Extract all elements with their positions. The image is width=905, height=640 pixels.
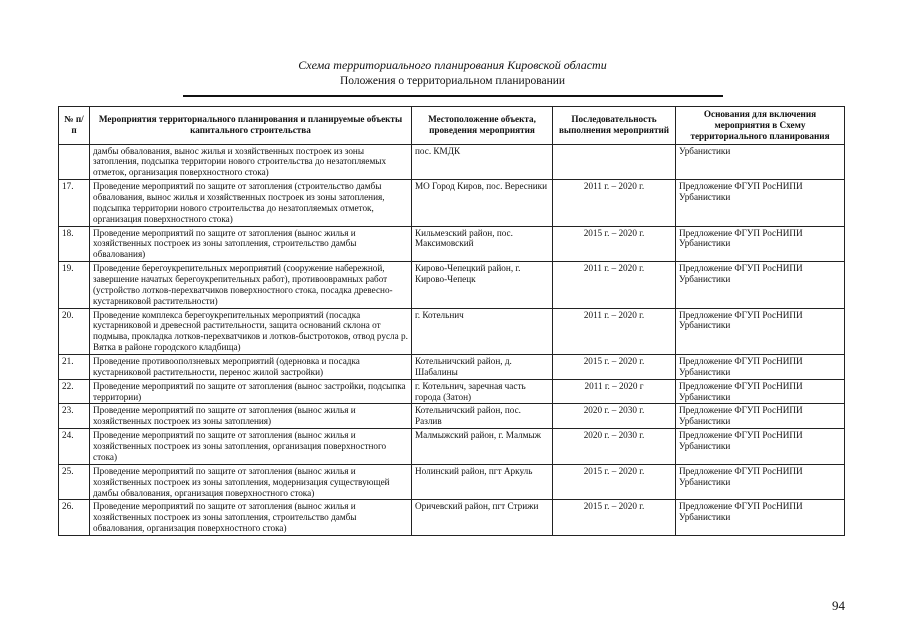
measure-cell: Проведение мероприятий по защите от затопления (строительство дамбы обвалования, вынос жилья и хозяйственных построек из зоны затопления, подсыпка территории нового строительства до незатопляемых отметок, организация поверхностного стока)	[90, 180, 412, 226]
period-cell: 2011 г. – 2020 г.	[553, 262, 676, 308]
measures-table	[58, 106, 845, 536]
table-row	[59, 308, 845, 354]
location-cell: г. Котельнич	[412, 308, 553, 354]
basis-cell: Предложение ФГУП РосНИПИ Урбанистики	[676, 262, 845, 308]
measure-cell: Проведение комплекса берегоукрепительных мероприятий (посадка кустарниковой и древесной растительности, защита оснований склона от подмыва, прокладка лотков-перехватчиков и лотков-быстротоков, отвод русла р. Вятка в районе городского кладбища)	[90, 308, 412, 354]
row-number-cell: 23.	[59, 404, 90, 429]
row-number-cell: 22.	[59, 379, 90, 404]
header-rule	[183, 95, 723, 97]
basis-cell: Предложение ФГУП РосНИПИ Урбанистики	[676, 355, 845, 380]
table-header-row	[59, 107, 845, 145]
table-row	[59, 404, 845, 429]
table-row	[59, 464, 845, 500]
table-row	[59, 262, 845, 308]
location-cell: Кирово-Чепецкий район, г. Кирово-Чепецк	[412, 262, 553, 308]
basis-cell: Предложение ФГУП РосНИПИ Урбанистики	[676, 500, 845, 536]
column-header-basis: Основания для включения мероприятия в Схему территориального планирования	[676, 107, 845, 145]
column-header-number: № п/п	[59, 107, 90, 145]
measure-cell: Проведение мероприятий по защите от затопления (вынос жилья и хозяйственных построек из зоны затопления)	[90, 404, 412, 429]
location-cell: Котельничский район, пос. Разлив	[412, 404, 553, 429]
period-cell: 2015 г. – 2020 г.	[553, 355, 676, 380]
document-subtitle: Положения о территориальном планировании	[339, 75, 566, 87]
row-number-cell: 26.	[59, 500, 90, 536]
measure-cell: Проведение мероприятий по защите от затопления (вынос жилья и хозяйственных построек из зоны затопления, строительство дамбы обвалования, организация поверхностного стока)	[90, 500, 412, 536]
row-number-cell: 21.	[59, 355, 90, 380]
location-cell: Малмыжский район, г. Малмыж	[412, 429, 553, 465]
basis-cell: Предложение ФГУП РосНИПИ Урбанистики	[676, 379, 845, 404]
basis-cell: Предложение ФГУП РосНИПИ Урбанистики	[676, 308, 845, 354]
basis-cell: Предложение ФГУП РосНИПИ Урбанистики	[676, 429, 845, 465]
period-cell: 2011 г. – 2020 г	[553, 379, 676, 404]
measure-cell: Проведение мероприятий по защите от затопления (вынос жилья и хозяйственных построек из зоны затопления, организация поверхностного стока)	[90, 429, 412, 465]
measure-cell: Проведение мероприятий по защите от затопления (вынос застройки, подсыпка территории)	[90, 379, 412, 404]
row-number-cell: 25.	[59, 464, 90, 500]
basis-cell: Предложение ФГУП РосНИПИ Урбанистики	[676, 404, 845, 429]
period-cell	[553, 144, 676, 180]
row-number-cell: 17.	[59, 180, 90, 226]
period-cell: 2020 г. – 2030 г.	[553, 404, 676, 429]
location-cell: Нолинский район, пгт Аркуль	[412, 464, 553, 500]
measure-cell: Проведение мероприятий по защите от затопления (вынос жилья и хозяйственных построек из зоны затопления, строительство дамбы обвалования)	[90, 226, 412, 262]
location-cell: Оричевский район, пгт Стрижи	[412, 500, 553, 536]
location-cell: Кильмезский район, пос. Максимовский	[412, 226, 553, 262]
table-row	[59, 180, 845, 226]
period-cell: 2020 г. – 2030 г.	[553, 429, 676, 465]
table-row	[59, 144, 845, 180]
row-number-cell: 20.	[59, 308, 90, 354]
table-row	[59, 429, 845, 465]
table-row	[59, 355, 845, 380]
location-cell: г. Котельнич, заречная часть города (Затон)	[412, 379, 553, 404]
measure-cell: Проведение берегоукрепительных мероприятий (сооружение набережной, завершение начатых берегоукрепительных работ), противооврамных работ (устройство лотков-перехватчиков поверхностного стока, посадка древесно-кустарниковой растительности)	[90, 262, 412, 308]
period-cell: 2015 г. – 2020 г.	[553, 226, 676, 262]
row-number-cell	[59, 144, 90, 180]
period-cell: 2015 г. – 2020 г.	[553, 464, 676, 500]
table-row	[59, 500, 845, 536]
measure-cell: дамбы обвалования, вынос жилья и хозяйственных построек из зоны затопления, подсыпка территории нового строительства до незатопляемых отметок, организация поверхностного стока)	[90, 144, 412, 180]
table-row	[59, 379, 845, 404]
location-cell: Котельничский район, д. Шабалины	[412, 355, 553, 380]
measure-cell: Проведение мероприятий по защите от затопления (вынос жилья и хозяйственных построек из зоны затопления, модернизация существующей дамбы обвалования, организация поверхностного стока)	[90, 464, 412, 500]
page-number: 94	[832, 598, 845, 613]
period-cell: 2011 г. – 2020 г.	[553, 180, 676, 226]
period-cell: 2015 г. – 2020 г.	[553, 500, 676, 536]
basis-cell: Предложение ФГУП РосНИПИ Урбанистики	[676, 226, 845, 262]
document-title: Схема территориального планирования Кировской области	[298, 58, 607, 72]
column-header-location: Местоположение объекта, проведения мероприятия	[412, 107, 553, 145]
table-row	[59, 226, 845, 262]
basis-cell: Урбанистики	[676, 144, 845, 180]
basis-cell: Предложение ФГУП РосНИПИ Урбанистики	[676, 180, 845, 226]
measure-cell: Проведение противооползневых мероприятий (одерновка и посадка кустарниковой растительности, перенос жилой застройки)	[90, 355, 412, 380]
column-header-measure: Мероприятия территориального планирования и планируемые объекты капитального строительства	[90, 107, 412, 145]
period-cell: 2011 г. – 2020 г.	[553, 308, 676, 354]
basis-cell: Предложение ФГУП РосНИПИ Урбанистики	[676, 464, 845, 500]
column-header-period: Последовательность выполнения мероприятий	[553, 107, 676, 145]
row-number-cell: 18.	[59, 226, 90, 262]
row-number-cell: 24.	[59, 429, 90, 465]
location-cell: МО Город Киров, пос. Вересники	[412, 180, 553, 226]
location-cell: пос. КМДК	[412, 144, 553, 180]
row-number-cell: 19.	[59, 262, 90, 308]
